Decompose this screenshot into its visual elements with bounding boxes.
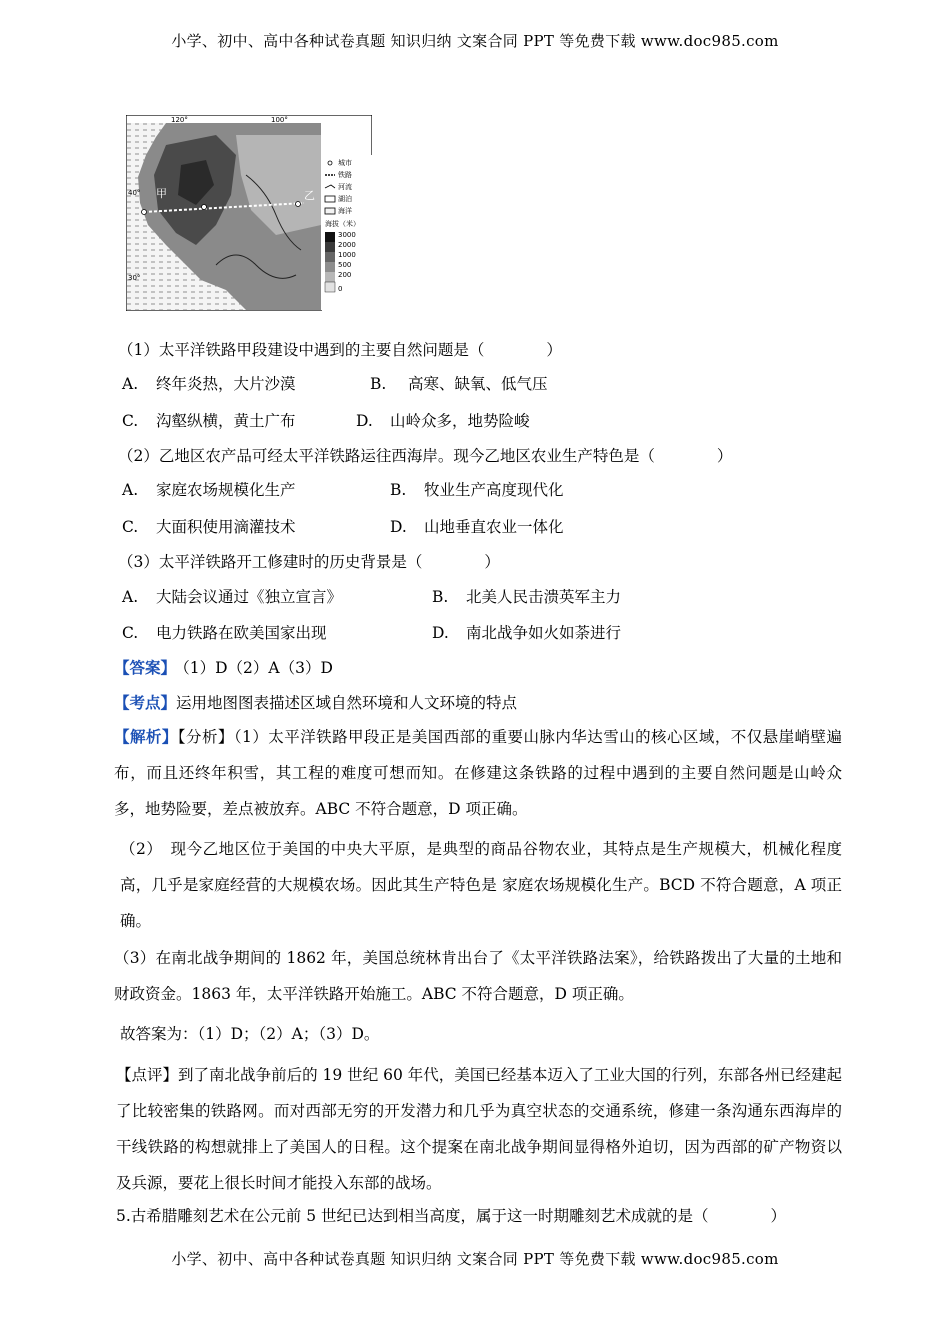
option-label: D. [390, 518, 407, 536]
elevation-swatch [325, 252, 335, 262]
option-label: B. [390, 481, 407, 499]
lon-label: 100° [271, 116, 288, 124]
kaodian-tag: 【考点】 [114, 693, 177, 712]
elevation-swatch [325, 282, 335, 292]
city-marker [296, 202, 301, 207]
legend-elevation-value: 0 [338, 285, 343, 293]
analysis-p1 [114, 719, 842, 827]
analysis-p4: 故答案为：（1）D；（2）A；（3）D。 [120, 1025, 380, 1043]
q1-option-a [122, 374, 296, 394]
option-label: A. [122, 588, 139, 606]
legend-elevation-value: 3000 [338, 231, 356, 239]
option-text: 高寒、缺氧、低气压 [408, 375, 548, 393]
option-label: A. [122, 375, 139, 393]
option-label: C. [122, 518, 139, 536]
city-legend-icon [328, 161, 332, 165]
answer-line [114, 658, 333, 678]
q2-stem: （2）乙地区农产品可经太平洋铁路运往西海岸。现今乙地区农业生产特色是（ ） [118, 447, 733, 465]
q3-option-b [432, 587, 622, 607]
q3-option-d [432, 623, 622, 643]
legend-item: 湖泊 [338, 195, 352, 203]
option-label: B. [370, 375, 387, 393]
elevation-swatch [325, 262, 335, 272]
option-text: 牧业生产高度现代化 [424, 481, 564, 499]
legend-elevation-value: 500 [338, 261, 352, 269]
comment-paragraph: 【点评】到了南北战争前后的 19 世纪 60 年代，美国已经基本迈入了工业大国的行列，东部各州已经建起了比较密集的铁路网。而对西部无穷的开发潜力和几乎为真空状态的交通系统，修建一条沟通东西海岸的干线铁路的构想就排上了美国人的日程。这个提案在南北战争期间显得格外迫切，因为西部的矿产物资以及兵源，要花上很长时间才能投入东部的战场。 [116, 1066, 842, 1192]
option-text: 大面积使用滴灌技术 [156, 518, 296, 536]
legend-item: 铁路 [338, 171, 352, 179]
terrain-map [126, 115, 372, 311]
legend-elevation-value: 2000 [338, 241, 356, 249]
q3-stem: （3）太平洋铁路开工修建时的历史背景是（ ） [118, 553, 500, 571]
option-text: 北美人民击溃英军主力 [466, 588, 622, 606]
place-label-jia: 甲 [156, 187, 167, 200]
option-label: D. [432, 624, 449, 642]
ocean-legend-icon [325, 208, 335, 214]
option-label: B. [432, 588, 449, 606]
lake-legend-icon [325, 196, 335, 202]
option-text: 南北战争如火如荼进行 [466, 624, 622, 642]
q5-stem: 5.古希腊雕刻艺术在公元前 5 世纪已达到相当高度，属于这一时期雕刻艺术成就的是（ ） [116, 1207, 787, 1225]
q1-option-c [122, 411, 296, 431]
elevation-swatch [325, 232, 335, 242]
option-text: 电力铁路在欧美国家出现 [156, 624, 327, 642]
analysis-tag: 【解析】 [114, 727, 178, 746]
legend-item: 城市 [338, 159, 352, 167]
city-marker [142, 210, 147, 215]
analysis-p1-text: 【分析】（1）太平洋铁路甲段正是美国西部的重要山脉内华达雪山的核心区域，不仅悬崖峭壁遍布，而且还终年积雪，其工程的难度可想而知。在修建这条铁路的过程中遇到的主要自然问题是山岭众多，地势险要，差点被放弃。ABC 不符合题意，D 项正确。 [114, 728, 842, 818]
q1-stem: （1）太平洋铁路甲段建设中遇到的主要自然问题是（ ） [118, 341, 562, 359]
city-marker [202, 205, 207, 210]
legend-item: 河流 [338, 183, 352, 191]
option-label: A. [122, 481, 139, 499]
option-text: 终年炎热，大片沙漠 [156, 375, 296, 393]
elevation-swatch [325, 242, 335, 252]
q3-option-c [122, 623, 327, 643]
q2-option-d [390, 517, 564, 537]
option-text: 沟壑纵横，黄土广布 [156, 412, 296, 430]
option-text: 山地垂直农业一体化 [424, 518, 564, 536]
analysis-p3: （3）在南北战争期间的 1862 年，美国总统林肯出台了《太平洋铁路法案》，给铁路拨出了大量的土地和财政资金。1863 年，太平洋铁路开始施工。ABC 不符合题意，D 项正确。 [114, 949, 842, 1003]
answer-text: （1）D（2）A（3）D [182, 659, 333, 677]
analysis-p2: （2） 现今乙地区位于美国的中央大平原，是典型的商品谷物农业，其特点是生产规模大，机械化程度高，几乎是家庭经营的大规模农场。因此其生产特色是 家庭农场规模化生产。BCD 不符合题意，A 项正确。 [120, 840, 842, 930]
answer-tag: 【答案】 [114, 658, 177, 677]
option-label: C. [122, 412, 139, 430]
legend-elevation-title: 海拔（米） [325, 220, 360, 228]
option-text: 山岭众多，地势险峻 [390, 412, 530, 430]
kaodian-line [114, 693, 517, 713]
option-label: D. [356, 412, 373, 430]
option-text: 家庭农场规模化生产 [156, 481, 296, 499]
legend-elevation-value: 200 [338, 271, 352, 279]
place-label-yi: 乙 [304, 189, 315, 202]
legend-elevation-value: 1000 [338, 251, 356, 259]
page-header: 小学、初中、高中各种试卷真题 知识归纳 文案合同 PPT 等免费下载 www.doc985.com [171, 32, 779, 50]
lat-label: 40° [128, 189, 141, 197]
option-text: 大陆会议通过《独立宣言》 [156, 588, 343, 606]
page-footer: 小学、初中、高中各种试卷真题 知识归纳 文案合同 PPT 等免费下载 www.doc985.com [171, 1250, 779, 1268]
elevation-swatch [325, 272, 335, 282]
q2-option-a [122, 480, 296, 500]
legend-item: 海洋 [338, 207, 352, 215]
lon-label: 120° [171, 116, 188, 124]
q1-option-b [370, 374, 548, 394]
q1-option-d [356, 411, 530, 431]
option-label: C. [122, 624, 139, 642]
q2-option-c [122, 517, 296, 537]
kaodian-text: 运用地图图表描述区域自然环境和人文环境的特点 [176, 694, 518, 712]
q2-option-b [390, 480, 564, 500]
q3-option-a [122, 587, 343, 607]
map-legend [322, 155, 372, 311]
lat-label: 30° [128, 274, 141, 282]
